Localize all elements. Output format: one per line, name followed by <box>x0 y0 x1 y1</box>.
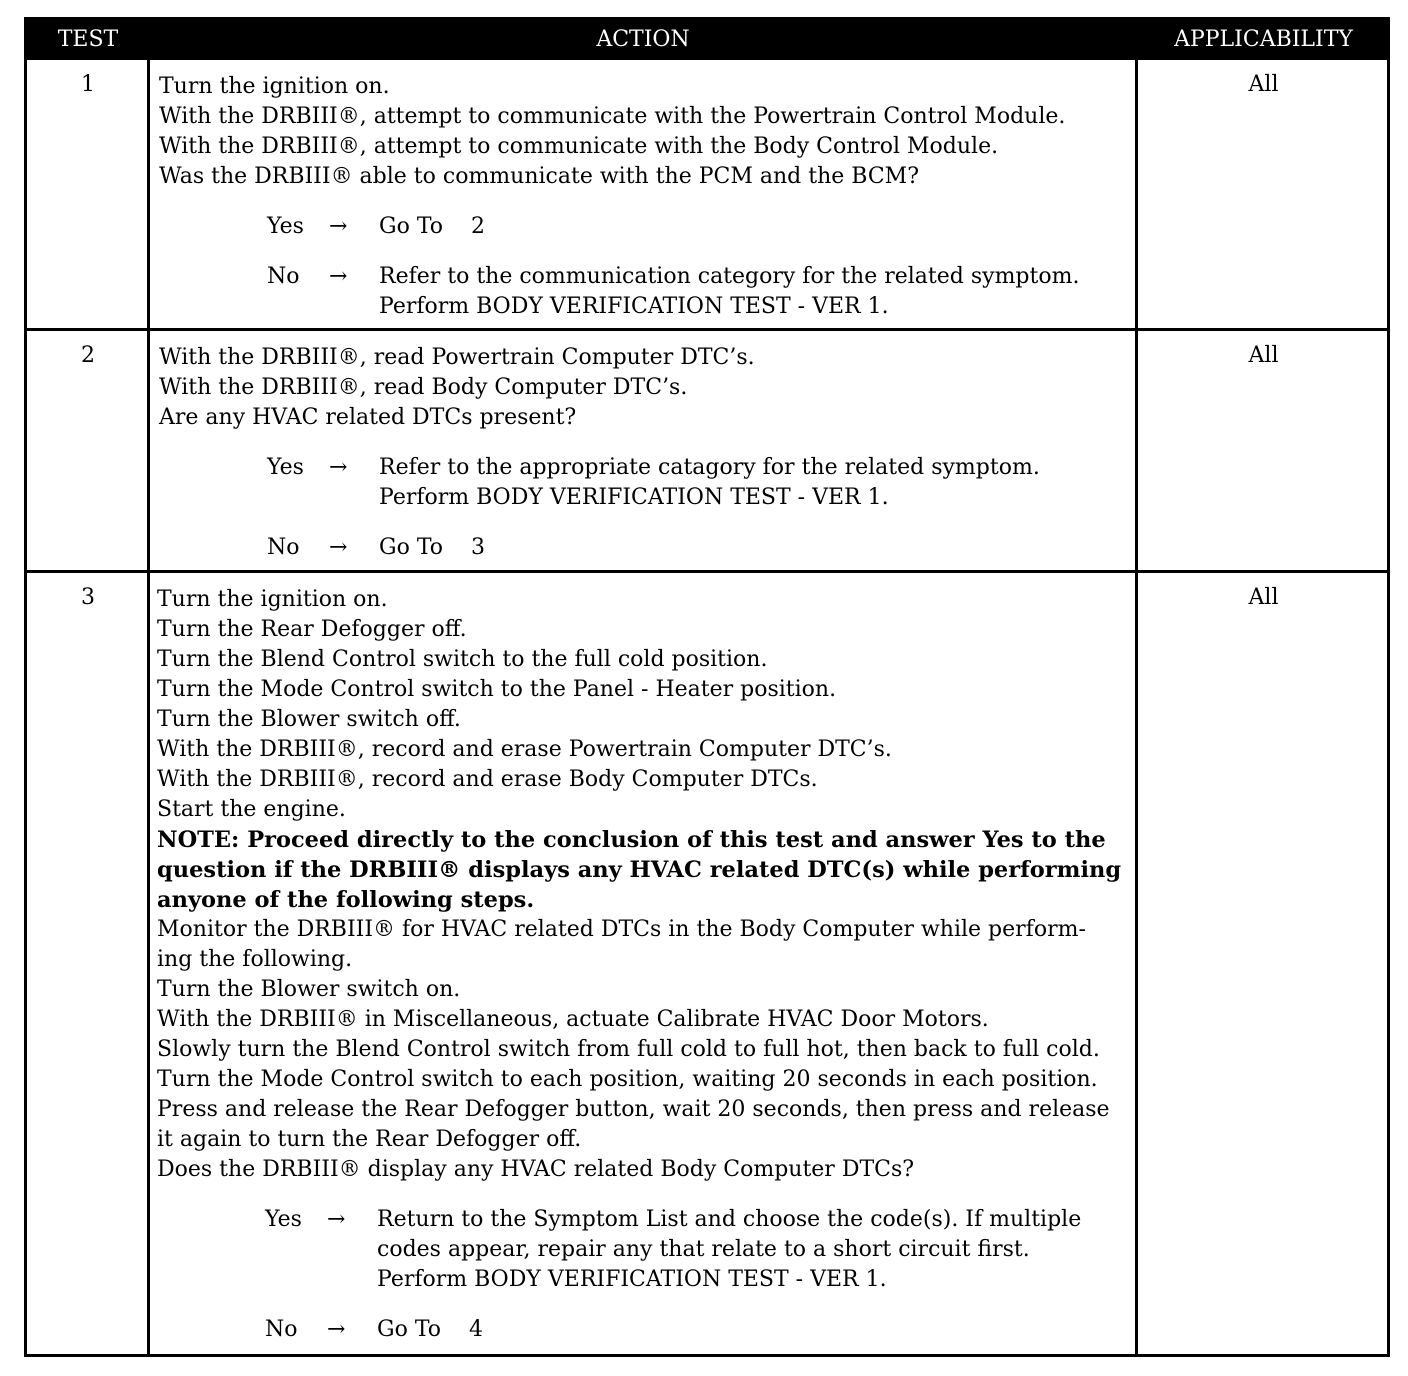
action-step: Slowly turn the Blend Control switch from full cold to full hot, then back to full cold. <box>157 1037 1100 1062</box>
arrow-right-icon: → <box>327 1207 346 1232</box>
header-applicability: APPLICABILITY <box>1174 27 1353 52</box>
action-step: Start the engine. <box>157 797 346 822</box>
action-step: With the DRBIII®, read Powertrain Computer DTC’s. <box>159 345 755 370</box>
action-step: Turn the Mode Control switch to each position, waiting 20 seconds in each position. <box>157 1067 1098 1092</box>
goto-test-number: 2 <box>471 214 486 239</box>
test-number: 1 <box>81 72 95 97</box>
action-step: Turn the Blend Control switch to the full cold position. <box>157 647 768 672</box>
answer-line: Perform BODY VERIFICATION TEST - VER 1. <box>379 485 889 510</box>
yes-answer <box>159 212 1134 242</box>
note-line: anyone of the following steps. <box>157 887 535 913</box>
yes-answer <box>157 1205 1132 1295</box>
action-cell <box>159 343 1134 563</box>
table-row-test-2 <box>27 331 1387 570</box>
action-cell <box>157 585 1132 1345</box>
yes-answer <box>159 453 1134 513</box>
arrow-right-icon: → <box>327 1317 346 1342</box>
answer-line: Return to the Symptom List and choose the code(s). If multiple <box>377 1207 1082 1232</box>
action-step: it again to turn the Rear Defogger off. <box>157 1127 582 1152</box>
yes-label: Yes <box>265 1207 302 1232</box>
table-row-test-3 <box>27 573 1387 1357</box>
action-step: Turn the Blower switch off. <box>157 707 461 732</box>
action-step: ing the following. <box>157 947 353 972</box>
diagnostic-table <box>24 17 1390 1357</box>
action-step: Press and release the Rear Defogger button, wait 20 seconds, then press and release <box>157 1097 1110 1122</box>
action-step: Turn the ignition on. <box>157 587 388 612</box>
action-step: With the DRBIII®, record and erase Powertrain Computer DTC’s. <box>157 737 892 762</box>
no-label: No <box>267 535 300 560</box>
note-line: question if the DRBIII® displays any HVAC related DTC(s) while performing <box>157 857 1122 883</box>
action-step: Does the DRBIII® display any HVAC related Body Computer DTCs? <box>157 1157 915 1182</box>
header-action: ACTION <box>596 27 690 52</box>
no-answer <box>159 262 1134 322</box>
arrow-right-icon: → <box>329 455 348 480</box>
action-step: With the DRBIII®, read Body Computer DTC’s. <box>159 375 688 400</box>
goto-label: Go To <box>379 214 444 239</box>
action-step: Monitor the DRBIII® for HVAC related DTCs in the Body Computer while perform- <box>157 917 1086 942</box>
applicability-cell: All <box>1248 343 1279 368</box>
no-label: No <box>265 1317 298 1342</box>
action-step: Are any HVAC related DTCs present? <box>159 405 577 430</box>
header-test: TEST <box>57 27 119 52</box>
action-step: With the DRBIII®, record and erase Body Computer DTCs. <box>157 767 818 792</box>
test-number: 3 <box>81 585 95 610</box>
answer-line: Perform BODY VERIFICATION TEST - VER 1. <box>377 1267 887 1292</box>
action-step: With the DRBIII®, attempt to communicate with the Powertrain Control Module. <box>159 104 1066 129</box>
no-label: No <box>267 264 300 289</box>
test-number: 2 <box>81 343 95 368</box>
action-step: With the DRBIII® in Miscellaneous, actuate Calibrate HVAC Door Motors. <box>157 1007 989 1032</box>
applicability-cell: All <box>1248 72 1279 97</box>
arrow-right-icon: → <box>329 535 348 560</box>
table-row-test-1 <box>27 60 1387 328</box>
table-header <box>27 20 1387 60</box>
answer-line: codes appear, repair any that relate to a short circuit first. <box>377 1237 1030 1262</box>
goto-label: Go To <box>377 1317 442 1342</box>
action-step: Was the DRBIII® able to communicate with the PCM and the BCM? <box>159 164 919 189</box>
action-step: Turn the Rear Defogger off. <box>157 617 467 642</box>
answer-line: Perform BODY VERIFICATION TEST - VER 1. <box>379 294 889 319</box>
yes-label: Yes <box>267 214 304 239</box>
note-line: NOTE: Proceed directly to the conclusion of this test and answer Yes to the <box>157 827 1106 853</box>
answer-line: Refer to the appropriate catagory for the related symptom. <box>379 455 1040 480</box>
action-cell <box>159 72 1134 322</box>
action-step: Turn the Blower switch on. <box>157 977 461 1002</box>
action-step: With the DRBIII®, attempt to communicate with the Body Control Module. <box>159 134 999 159</box>
action-step: Turn the Mode Control switch to the Panel - Heater position. <box>157 677 837 702</box>
yes-label: Yes <box>267 455 304 480</box>
no-answer <box>157 1315 1132 1345</box>
no-answer <box>159 533 1134 563</box>
goto-test-number: 4 <box>469 1317 484 1342</box>
goto-test-number: 3 <box>471 535 486 560</box>
arrow-right-icon: → <box>329 214 348 239</box>
action-step: Turn the ignition on. <box>159 74 390 99</box>
goto-label: Go To <box>379 535 444 560</box>
applicability-cell: All <box>1248 585 1279 610</box>
answer-line: Refer to the communication category for the related symptom. <box>379 264 1080 289</box>
arrow-right-icon: → <box>329 264 348 289</box>
